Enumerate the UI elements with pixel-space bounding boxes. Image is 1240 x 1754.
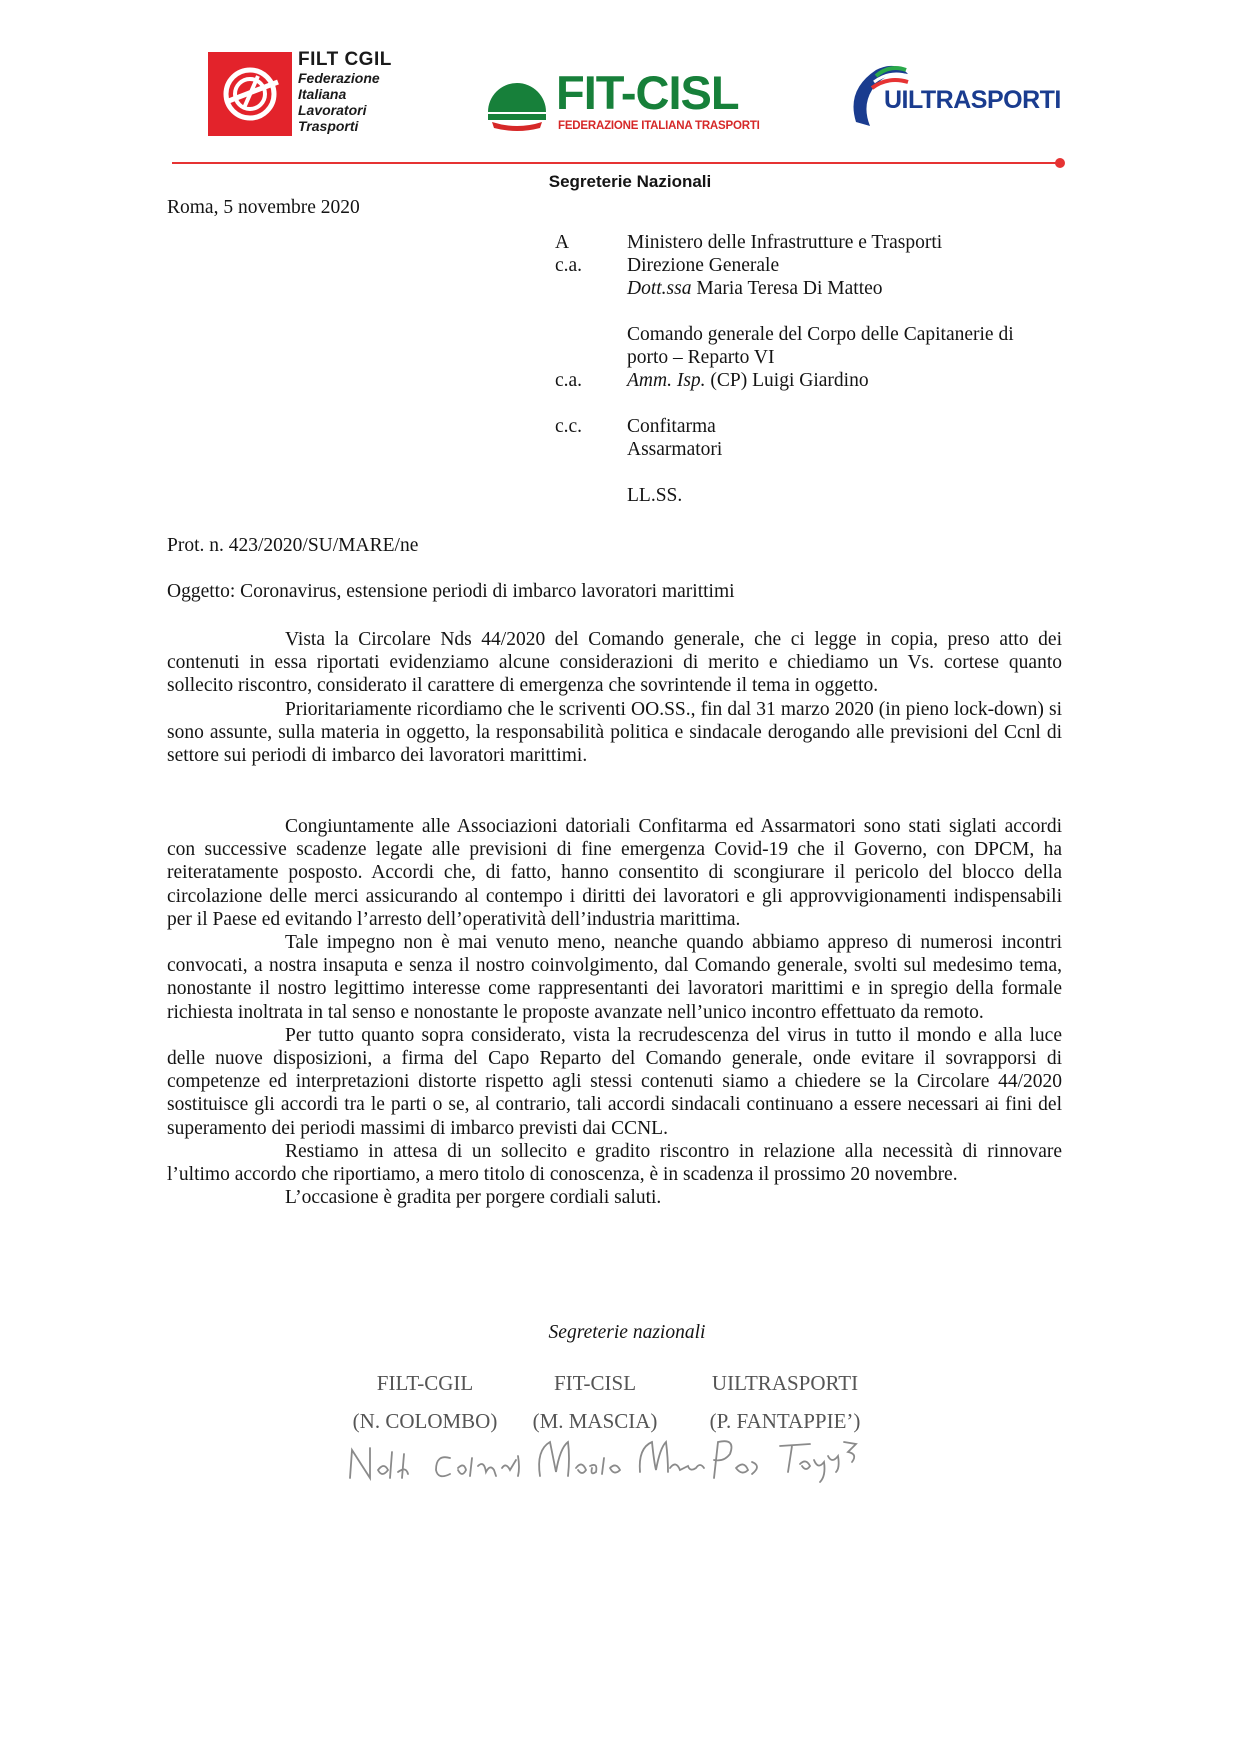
recipient-label-cc: c.c. [555, 416, 583, 437]
recipient-person-1 [627, 277, 1077, 300]
place-date: Roma, 5 novembre 2020 [167, 197, 360, 218]
filt-cgil-line: Italiana [298, 86, 347, 102]
protocol-number: Prot. n. 423/2020/SU/MARE/ne [167, 535, 419, 556]
header-divider [172, 162, 1060, 164]
signatory-org: FIT-CISL [553, 1371, 637, 1395]
fit-cisl-subtitle: FEDERAZIONE ITALIANA TRASPORTI [558, 120, 760, 132]
filt-cgil-line: Lavoratori [298, 102, 367, 118]
body-paragraph: Vista la Circolare Nds 44/2020 del Comando generale, che ci legge in copia, preso atto dei contenuti in essa riportati evidenziamo alcune considerazioni di merito e chiediamo un Vs. cortese quanto sollecito riscontro, considerato il carattere di emergenza che sovrintende il tema in oggetto. [167, 629, 1062, 697]
recipient-directorate: Direzione Generale [627, 255, 780, 276]
recipient-command: Comando generale del Corpo delle Capitanerie di [627, 324, 1014, 345]
filt-cgil-name: FILT CGIL [298, 49, 392, 70]
person-2-name: (CP) Luigi Giardino [705, 370, 869, 391]
filt-cgil-line: Federazione [298, 70, 380, 86]
closing-signature-heading: Segreterie nazionali [548, 1322, 706, 1343]
letter-body-part-2 [167, 815, 1062, 1209]
signatory-name: (N. COLOMBO) [352, 1409, 498, 1433]
person-1-name: Maria Teresa Di Matteo [691, 278, 883, 299]
recipient-label-ca: c.a. [555, 255, 583, 276]
signatory-org: FILT-CGIL [376, 1371, 474, 1395]
signatory-name: (P. FANTAPPIE’) [709, 1409, 861, 1433]
filt-cgil-line: Trasporti [298, 118, 359, 134]
recipient-command-dept: porto – Reparto VI [627, 347, 775, 368]
fit-cisl-logo [484, 66, 760, 146]
person-1-title: Dott.ssa [627, 278, 692, 299]
body-paragraph: Prioritariamente ricordiamo che le scriventi OO.SS., fin dal 31 marzo 2020 (in pieno lock-down) si sono assunte, sulla materia in oggetto, la responsabilità politica e sindacale derogando alle previsioni del Ccnl di settore sui periodi di imbarco dei lavoratori marittimi. [167, 698, 1062, 767]
recipient-label-a: A [555, 232, 570, 253]
recipient-ministry: Ministero delle Infrastrutture e Trasporti [627, 232, 943, 253]
recipient-cc-confitarma: Confitarma [627, 416, 716, 437]
uiltrasporti-logo [846, 60, 1066, 140]
header-divider-dot [1055, 158, 1065, 168]
recipient-cc-assarmatori: Assarmatori [627, 439, 723, 460]
handwritten-signatures [340, 1428, 880, 1498]
filt-cgil-emblem-icon [208, 52, 292, 136]
body-paragraph: Restiamo in attesa di un sollecito e gradito riscontro in relazione alla necessità di rinnovare l’ultimo accordo che riportiamo, a mero titolo di conoscenza, è in scadenza il prossimo 20 novembre. [167, 1140, 1062, 1186]
body-paragraph: Tale impegno non è mai venuto meno, neanche quando abbiamo appreso di numerosi incontri convocati, a nostra insaputa e senza il nostro coinvolgimento, dal Comando generale, svolti sul medesimo tema, nonostante il nostro legittimo interesse come rappresentanti dei lavoratori marittimi e in spregio della formale richiesta inoltrata in tal senso e nonostante le proposte avanzate nell’unico incontro effettuato da remoto. [167, 932, 1062, 1023]
recipient-llss: LL.SS. [627, 485, 683, 506]
segreterie-nazionali-heading: Segreterie Nazionali [548, 172, 712, 191]
signatory-org: UILTRASPORTI [711, 1371, 859, 1395]
fit-cisl-emblem-icon [484, 72, 550, 134]
person-2-title: Amm. Isp. [627, 370, 706, 391]
body-paragraph: L’occasione è gradita per porgere cordiali saluti. [285, 1187, 662, 1209]
letter-subject: Oggetto: Coronavirus, estensione periodi di imbarco lavoratori marittimi [167, 581, 735, 602]
fit-cisl-name: FIT-CISL [556, 66, 739, 119]
uiltrasporti-name: UILTRASPORTI [884, 86, 1061, 114]
signatory-name: (M. MASCIA) [532, 1409, 658, 1433]
recipient-person-2 [627, 369, 1077, 392]
body-paragraph: Congiuntamente alle Associazioni datoriali Confitarma ed Assarmatori sono stati siglati accordi con successive scadenze legate alle previsioni di fine emergenza Covid-19 che il Governo, con DPCM, ha reiteratamente posposto. Accordi che, di fatto, hanno consentito di scongiurare il pericolo del blocco della circolazione delle merci assicurando al contempo i diritti dei lavoratori e gli approvvigionamenti indispensabili per il Paese ed evitando l’arresto dell’operatività dell’industria marittima. [167, 816, 1062, 930]
filt-cgil-logo [208, 49, 408, 140]
body-paragraph: Per tutto quanto sopra considerato, vista la recrudescenza del virus in tutto il mondo e alla luce delle nuove disposizioni, a firma del Capo Reparto del Comando generale, onde evitare il sovrapporsi di competenze ed interpretazioni distorte rispetto agli stessi contenuti siamo a chiedere se la Circolare 44/2020 sostituisce gli accordi tra le parti o se, al contrario, tali accordi sindacali continuano a essere necessari ai fini del superamento dei periodi massimi di imbarco previsti dai CCNL. [167, 1024, 1062, 1139]
letter-body-part-1 [167, 628, 1062, 767]
recipient-label-ca: c.a. [555, 370, 583, 391]
